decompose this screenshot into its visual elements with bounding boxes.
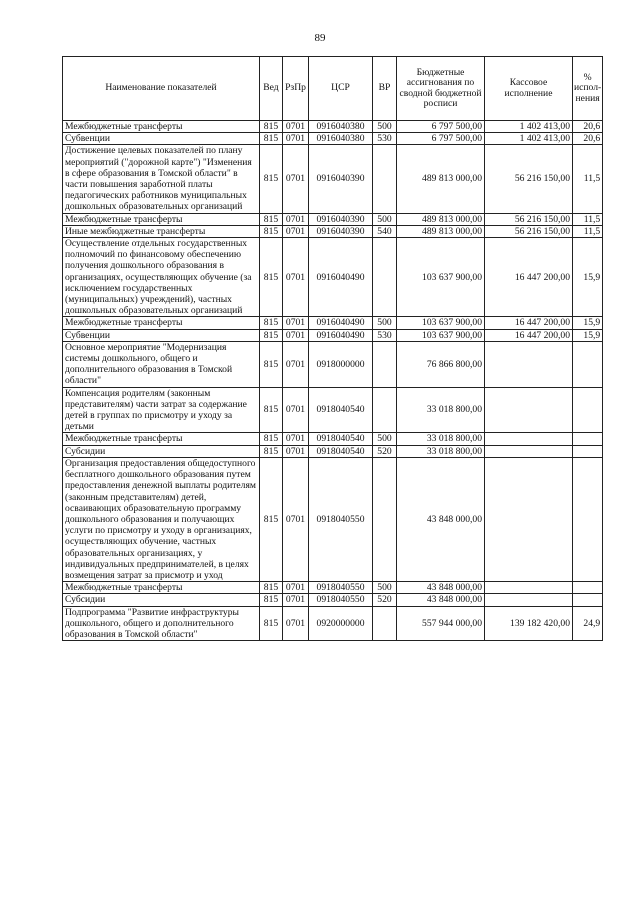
cell-name: Субсидии [63,594,260,606]
cell-rzpr: 0701 [283,238,309,317]
cell-ved: 815 [260,445,283,457]
table-header-row [63,57,603,121]
cell-csr: 0916040490 [309,238,373,317]
cell-vr [373,238,397,317]
table-row [63,457,603,581]
cell-csr: 0918040540 [309,433,373,445]
cell-vr [373,606,397,641]
cell-percent: 15,9 [573,329,603,341]
cell-assignments: 6 797 500,00 [397,133,485,145]
cell-percent [573,594,603,606]
cell-cash: 56 216 150,00 [485,145,573,213]
cell-assignments: 33 018 800,00 [397,387,485,433]
cell-assignments: 6 797 500,00 [397,121,485,133]
cell-cash: 56 216 150,00 [485,213,573,225]
cell-rzpr: 0701 [283,387,309,433]
cell-vr [373,387,397,433]
table-row [63,445,603,457]
cell-cash [485,582,573,594]
table-row [63,213,603,225]
cell-vr [373,341,397,387]
cell-percent [573,457,603,581]
cell-cash [485,387,573,433]
budget-table [62,56,603,641]
cell-name: Основное мероприятие "Модернизация системы дошкольного, общего и дополнительного образования в Томской области" [63,341,260,387]
cell-ved: 815 [260,341,283,387]
cell-name: Субсидии [63,445,260,457]
cell-cash [485,594,573,606]
cell-percent: 11,5 [573,145,603,213]
cell-name: Организация предоставления общедоступного бесплатного дошкольного образования путем предоставления денежной выплаты родителям (законным представителям) детей, осваивающих образовательную программу дошкольного образования и получающих услуги по присмотру и уходу в организациях, осуществляющих обучение, частных образовательных организациях, у индивидуальных предпринимателей, в целях возмещения затрат за присмотр и уход [63,457,260,581]
cell-percent: 11,5 [573,213,603,225]
cell-name: Иные межбюджетные трансферты [63,225,260,237]
cell-name: Субвенции [63,133,260,145]
cell-name: Межбюджетные трансферты [63,121,260,133]
cell-rzpr: 0701 [283,433,309,445]
cell-vr: 520 [373,445,397,457]
cell-vr: 500 [373,433,397,445]
cell-cash: 16 447 200,00 [485,317,573,329]
cell-assignments: 103 637 900,00 [397,317,485,329]
cell-rzpr: 0701 [283,121,309,133]
cell-ved: 815 [260,594,283,606]
cell-csr: 0916040380 [309,133,373,145]
cell-csr: 0918040550 [309,582,373,594]
header-name: Наименование показателей [63,57,260,121]
cell-ved: 815 [260,145,283,213]
cell-ved: 815 [260,582,283,594]
cell-percent: 20,6 [573,133,603,145]
cell-csr: 0918000000 [309,341,373,387]
cell-csr: 0918040550 [309,457,373,581]
cell-csr: 0916040380 [309,121,373,133]
cell-rzpr: 0701 [283,606,309,641]
header-cash-execution: Кассовое исполнение [485,57,573,121]
cell-name: Осуществление отдельных государственных полномочий по финансовому обеспечению получения дошкольного образования в организациях, осуществляющих обучение (за исключением государственных (муниципальных) учреждений), частных дошкольных образовательных организаций [63,238,260,317]
cell-rzpr: 0701 [283,329,309,341]
table-row [63,606,603,641]
cell-ved: 815 [260,317,283,329]
cell-assignments: 103 637 900,00 [397,238,485,317]
cell-assignments: 43 848 000,00 [397,582,485,594]
cell-assignments: 489 813 000,00 [397,225,485,237]
cell-rzpr: 0701 [283,133,309,145]
cell-name: Межбюджетные трансферты [63,433,260,445]
cell-name: Межбюджетные трансферты [63,317,260,329]
page-number: 89 [314,32,326,44]
cell-vr [373,457,397,581]
cell-percent [573,582,603,594]
table-row [63,329,603,341]
cell-rzpr: 0701 [283,213,309,225]
cell-csr: 0916040390 [309,145,373,213]
cell-vr: 500 [373,582,397,594]
cell-vr: 500 [373,213,397,225]
cell-csr: 0918040540 [309,387,373,433]
cell-rzpr: 0701 [283,457,309,581]
table-row [63,594,603,606]
cell-name: Межбюджетные трансферты [63,213,260,225]
cell-percent [573,445,603,457]
header-rzpr: РзПр [283,57,309,121]
cell-csr: 0916040390 [309,225,373,237]
cell-vr: 500 [373,121,397,133]
cell-percent: 15,9 [573,317,603,329]
cell-name: Межбюджетные трансферты [63,582,260,594]
cell-ved: 815 [260,225,283,237]
table-row [63,145,603,213]
cell-name: Субвенции [63,329,260,341]
header-percent: % испол-нения [573,57,603,121]
cell-name: Подпрограмма "Развитие инфраструктуры дошкольного, общего и дополнительного образования в Томской области" [63,606,260,641]
cell-cash: 139 182 420,00 [485,606,573,641]
cell-assignments: 33 018 800,00 [397,445,485,457]
cell-assignments: 489 813 000,00 [397,145,485,213]
cell-percent: 20,6 [573,121,603,133]
cell-ved: 815 [260,238,283,317]
table-row [63,121,603,133]
cell-assignments: 489 813 000,00 [397,213,485,225]
cell-cash: 1 402 413,00 [485,121,573,133]
cell-cash: 56 216 150,00 [485,225,573,237]
cell-vr: 520 [373,594,397,606]
cell-cash [485,433,573,445]
cell-ved: 815 [260,121,283,133]
cell-assignments: 557 944 000,00 [397,606,485,641]
cell-cash [485,445,573,457]
cell-ved: 815 [260,133,283,145]
cell-percent: 24,9 [573,606,603,641]
table-row [63,317,603,329]
table-row [63,387,603,433]
cell-cash: 1 402 413,00 [485,133,573,145]
cell-ved: 815 [260,329,283,341]
cell-cash [485,457,573,581]
cell-ved: 815 [260,213,283,225]
cell-csr: 0918040540 [309,445,373,457]
cell-rzpr: 0701 [283,594,309,606]
table-row [63,341,603,387]
cell-assignments: 43 848 000,00 [397,594,485,606]
cell-rzpr: 0701 [283,582,309,594]
header-ved: Вед [260,57,283,121]
cell-percent [573,433,603,445]
cell-rzpr: 0701 [283,225,309,237]
cell-rzpr: 0701 [283,145,309,213]
cell-assignments: 43 848 000,00 [397,457,485,581]
cell-vr: 540 [373,225,397,237]
header-csr: ЦСР [309,57,373,121]
cell-vr: 530 [373,329,397,341]
cell-cash: 16 447 200,00 [485,329,573,341]
cell-percent: 11,5 [573,225,603,237]
cell-csr: 0918040550 [309,594,373,606]
cell-percent [573,341,603,387]
cell-vr: 500 [373,317,397,329]
cell-rzpr: 0701 [283,317,309,329]
table-row [63,433,603,445]
header-assignments: Бюджетные ассигнования по сводной бюджетной росписи [397,57,485,121]
cell-csr: 0920000000 [309,606,373,641]
cell-cash [485,341,573,387]
cell-csr: 0916040490 [309,329,373,341]
cell-assignments: 76 866 800,00 [397,341,485,387]
cell-ved: 815 [260,433,283,445]
cell-assignments: 33 018 800,00 [397,433,485,445]
table-row [63,225,603,237]
cell-vr [373,145,397,213]
cell-ved: 815 [260,606,283,641]
cell-rzpr: 0701 [283,445,309,457]
cell-cash: 16 447 200,00 [485,238,573,317]
cell-assignments: 103 637 900,00 [397,329,485,341]
cell-percent [573,387,603,433]
table-row [63,238,603,317]
cell-ved: 815 [260,387,283,433]
cell-vr: 530 [373,133,397,145]
cell-name: Компенсация родителям (законным представителям) части затрат за содержание детей в группах по присмотру и уходу за детьми [63,387,260,433]
cell-rzpr: 0701 [283,341,309,387]
cell-percent: 15,9 [573,238,603,317]
table-row [63,133,603,145]
cell-name: Достижение целевых показателей по плану мероприятий ("дорожной карте") "Изменения в сфере образования в Томской области" в части повышения заработной платы педагогических работников муниципальных дошкольных образовательных организаций [63,145,260,213]
table-row [63,582,603,594]
cell-ved: 815 [260,457,283,581]
cell-csr: 0916040490 [309,317,373,329]
cell-csr: 0916040390 [309,213,373,225]
header-vr: ВР [373,57,397,121]
